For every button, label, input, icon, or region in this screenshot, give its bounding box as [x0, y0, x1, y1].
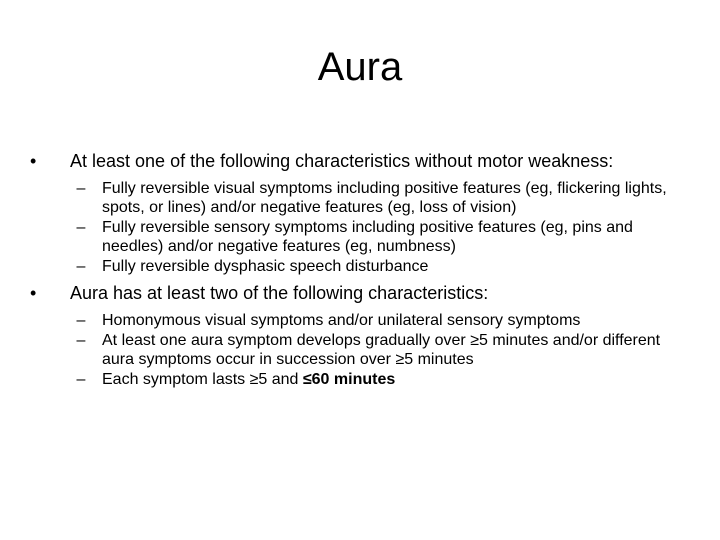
sub-bullet-text-prefix: Each symptom lasts ≥5 and	[102, 371, 303, 388]
sub-bullet-item	[70, 370, 695, 389]
sub-bullet-item	[70, 179, 695, 217]
sub-bullet-item	[70, 218, 695, 256]
sub-bullet-item	[70, 257, 695, 276]
sub-bullet-text: At least one aura symptom develops gradually over ≥5 minutes and/or different aura symptoms occur in succession over ≥5 minutes	[102, 332, 661, 368]
sub-bullet-text: Fully reversible visual symptoms including positive features (eg, flickering lights, spots, or lines) and/or negative features (eg, loss of vision)	[102, 180, 667, 216]
bullet-item	[30, 150, 695, 276]
bullet-marker: •	[30, 151, 37, 171]
bullet-list	[30, 150, 695, 390]
sub-bullet-text: Fully reversible sensory symptoms including positive features (eg, pins and needles) and/or negative features (eg, numbness)	[102, 219, 633, 255]
bullet-text: Aura has at least two of the following characteristics:	[70, 283, 489, 303]
sub-bullet-item	[70, 311, 695, 330]
sub-bullet-marker: –	[76, 332, 86, 349]
sub-bullet-list	[70, 179, 695, 276]
sub-bullet-text-bold: ≤60 minutes	[302, 371, 396, 388]
sub-bullet-marker: –	[76, 219, 86, 236]
sub-bullet-marker: –	[76, 371, 86, 388]
bullet-marker: •	[30, 283, 37, 303]
sub-bullet-text: Fully reversible dysphasic speech disturbance	[102, 258, 429, 275]
sub-bullet-marker: –	[76, 312, 86, 329]
sub-bullet-text: Homonymous visual symptoms and/or unilateral sensory symptoms	[102, 312, 581, 329]
bullet-item	[30, 282, 695, 389]
sub-bullet-marker: –	[76, 258, 86, 275]
sub-bullet-marker: –	[76, 180, 86, 197]
slide-title: Aura	[317, 45, 403, 89]
sub-bullet-list	[70, 311, 695, 389]
sub-bullet-item	[70, 331, 695, 369]
bullet-text: At least one of the following characteristics without motor weakness:	[70, 151, 614, 171]
